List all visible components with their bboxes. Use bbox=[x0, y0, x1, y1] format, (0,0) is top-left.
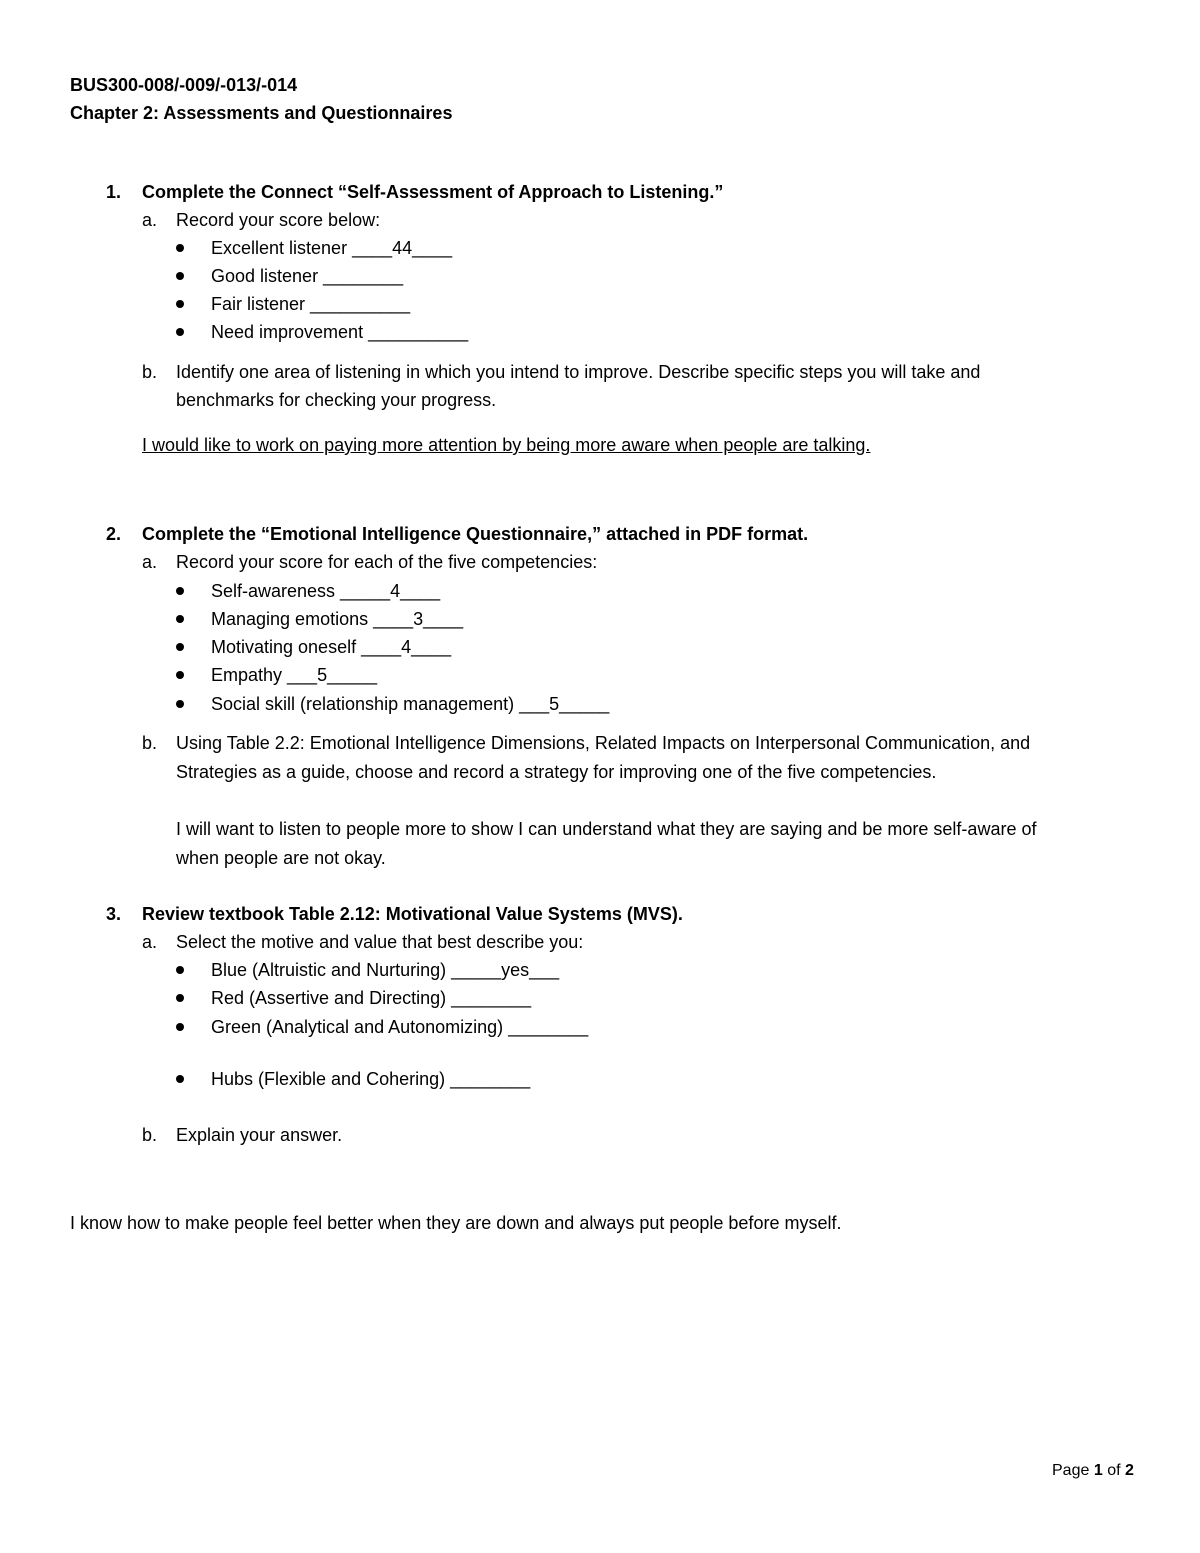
q1-b-text-line1: Identify one area of listening in which you intend to improve. Describe specific steps you will take and bbox=[176, 362, 981, 382]
q3-item-hubs: Hubs (Flexible and Cohering) ________ bbox=[211, 1069, 531, 1089]
q2-item-motivating-oneself: Motivating oneself ____4____ bbox=[211, 637, 452, 657]
q2-item-social-skill: Social skill (relationship management) ___5_____ bbox=[211, 694, 610, 714]
q3-a-letter: a. bbox=[142, 932, 158, 952]
q1-item-fair: Fair listener __________ bbox=[211, 294, 411, 314]
bullet-icon bbox=[176, 244, 184, 252]
q1-answer: I would like to work on paying more attention by being more aware when people are talking. bbox=[142, 435, 871, 455]
q2-number: 2. bbox=[106, 524, 122, 544]
bullet-icon bbox=[176, 966, 184, 974]
bullet-icon bbox=[176, 272, 184, 280]
q2-item-managing-emotions: Managing emotions ____3____ bbox=[211, 609, 464, 629]
q3-title: Review textbook Table 2.12: Motivational Value Systems (MVS). bbox=[142, 904, 683, 924]
q3-number: 3. bbox=[106, 904, 122, 924]
course-code: BUS300-008/-009/-013/-014 bbox=[70, 75, 298, 95]
q2-b-text-line1: Using Table 2.2: Emotional Intelligence Dimensions, Related Impacts on Interpersonal Communication, and bbox=[176, 733, 1031, 753]
bullet-icon bbox=[176, 643, 184, 651]
bullet-icon bbox=[176, 328, 184, 336]
page-number bbox=[1052, 1462, 1134, 1480]
q3-a-text: Select the motive and value that best describe you: bbox=[176, 932, 584, 952]
bullet-icon bbox=[176, 615, 184, 623]
q2-a-letter: a. bbox=[142, 552, 158, 572]
q3-item-blue: Blue (Altruistic and Nurturing) _____yes___ bbox=[211, 960, 560, 980]
page-word: Page bbox=[1052, 1462, 1090, 1479]
q2-answer-line2: when people are not okay. bbox=[176, 848, 386, 868]
q1-item-excellent: Excellent listener ____44____ bbox=[211, 238, 453, 258]
q3-answer: I know how to make people feel better when they are down and always put people before myself. bbox=[70, 1213, 842, 1233]
q1-b-text-line2: benchmarks for checking your progress. bbox=[176, 390, 497, 410]
bullet-icon bbox=[176, 300, 184, 308]
q3-item-red: Red (Assertive and Directing) ________ bbox=[211, 988, 532, 1008]
bullet-icon bbox=[176, 700, 184, 708]
bullet-icon bbox=[176, 587, 184, 595]
q3-b-text: Explain your answer. bbox=[176, 1125, 343, 1145]
q1-a-text: Record your score below: bbox=[176, 210, 381, 230]
q2-answer-line1: I will want to listen to people more to show I can understand what they are saying and be more self-aware of bbox=[176, 819, 1037, 839]
q3-item-green: Green (Analytical and Autonomizing) ________ bbox=[211, 1017, 589, 1037]
q2-b-letter: b. bbox=[142, 733, 158, 753]
page-current: 1 bbox=[1093, 1462, 1103, 1479]
q2-title: Complete the “Emotional Intelligence Questionnaire,” attached in PDF format. bbox=[142, 524, 809, 544]
page-total: 2 bbox=[1124, 1462, 1134, 1479]
page-of-word: of bbox=[1107, 1462, 1121, 1479]
q1-item-need-improvement: Need improvement __________ bbox=[211, 322, 469, 342]
bullet-icon bbox=[176, 1023, 184, 1031]
q3-b-letter: b. bbox=[142, 1125, 158, 1145]
q1-b-letter: b. bbox=[142, 362, 158, 382]
bullet-icon bbox=[176, 671, 184, 679]
q2-item-self-awareness: Self-awareness _____4____ bbox=[211, 581, 441, 601]
q2-b-text-line2: Strategies as a guide, choose and record a strategy for improving one of the five competencies. bbox=[176, 762, 937, 782]
q2-a-text: Record your score for each of the five competencies: bbox=[176, 552, 598, 572]
bullet-icon bbox=[176, 1075, 184, 1083]
chapter-title: Chapter 2: Assessments and Questionnaires bbox=[70, 103, 453, 123]
bullet-icon bbox=[176, 994, 184, 1002]
q2-item-empathy: Empathy ___5_____ bbox=[211, 665, 378, 685]
q1-a-letter: a. bbox=[142, 210, 158, 230]
q1-title: Complete the Connect “Self-Assessment of Approach to Listening.” bbox=[142, 182, 724, 202]
q1-item-good: Good listener ________ bbox=[211, 266, 404, 286]
q1-number: 1. bbox=[106, 182, 122, 202]
